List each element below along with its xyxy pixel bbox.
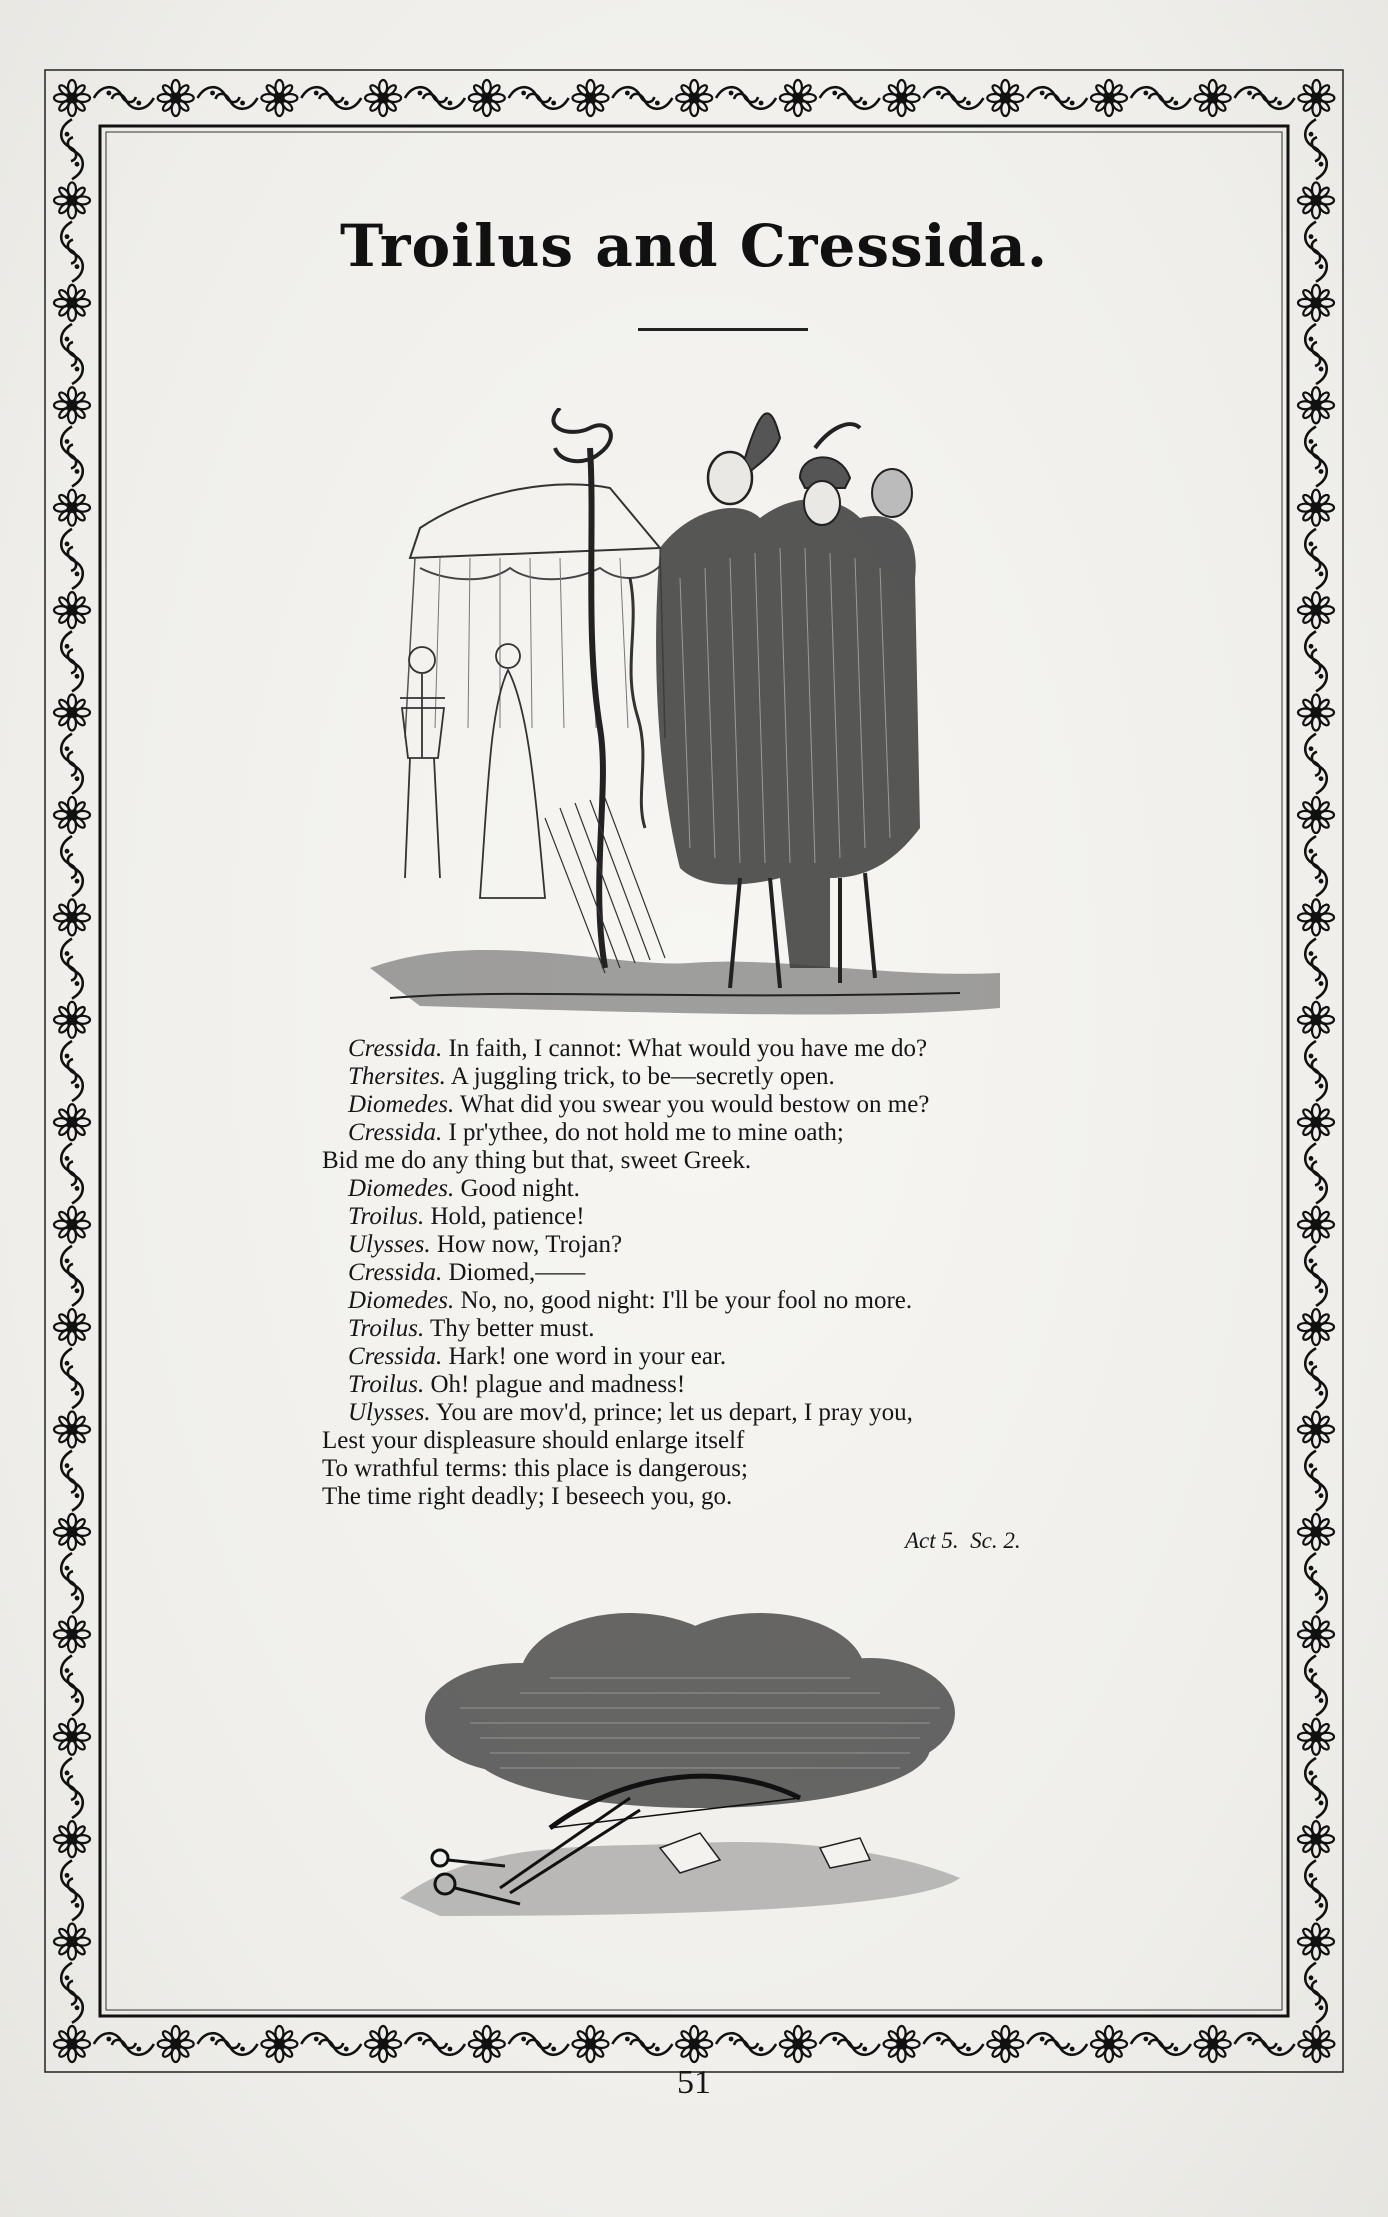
- act-label: Act 5.: [905, 1528, 959, 1553]
- rosette-ornament: [1298, 2026, 1334, 2062]
- scroll-ornament: [716, 2033, 776, 2055]
- scroll-ornament: [61, 836, 83, 896]
- scroll-ornament: [1305, 1246, 1327, 1306]
- rosette-ornament: [1091, 80, 1127, 116]
- verse-line: Ulysses. You are mov'd, prince; let us depart, I pray you,: [348, 1399, 913, 1426]
- scroll-ornament: [1305, 529, 1327, 589]
- verse-line: To wrathful terms: this place is dangerous;: [322, 1455, 748, 1482]
- scroll-ornament: [923, 87, 983, 109]
- scroll-ornament: [94, 2033, 154, 2055]
- scroll-ornament: [1027, 87, 1087, 109]
- rosette-ornament: [54, 1104, 90, 1140]
- scroll-ornament: [612, 87, 672, 109]
- verse-line: Diomedes. No, no, good night: I'll be your fool no more.: [348, 1287, 913, 1314]
- rosette-ornament: [780, 2026, 816, 2062]
- verse-line: Cressida. Diomed,——: [348, 1259, 586, 1286]
- verse-line: Troilus. Hold, patience!: [348, 1203, 585, 1230]
- scene-label: Sc. 2.: [970, 1528, 1021, 1553]
- rosette-ornament: [469, 2026, 505, 2062]
- scroll-ornament: [61, 1041, 83, 1101]
- scroll-ornament: [1305, 426, 1327, 486]
- scroll-ornament: [1305, 1758, 1327, 1818]
- rosette-ornament: [54, 1309, 90, 1345]
- scroll-ornament: [61, 426, 83, 486]
- scroll-ornament: [1305, 1963, 1327, 2023]
- scroll-ornament: [301, 2033, 361, 2055]
- scroll-ornament: [1305, 1041, 1327, 1101]
- rosette-ornament: [469, 80, 505, 116]
- scroll-ornament: [61, 1451, 83, 1511]
- scroll-ornament: [61, 1553, 83, 1613]
- scroll-ornament: [1305, 1143, 1327, 1203]
- page-number: 51: [677, 2064, 711, 2101]
- scroll-ornament: [1305, 1553, 1327, 1613]
- scroll-ornament: [612, 2033, 672, 2055]
- scroll-ornament: [1027, 2033, 1087, 2055]
- scroll-ornament: [1235, 87, 1295, 109]
- scroll-ornament: [301, 87, 361, 109]
- rosette-ornament: [1298, 1616, 1334, 1652]
- act-scene-citation: [905, 1528, 1021, 1554]
- scroll-ornament: [61, 529, 83, 589]
- rosette-ornament: [54, 1719, 90, 1755]
- rosette-ornament: [1298, 592, 1334, 628]
- rosette-ornament: [54, 1002, 90, 1038]
- scroll-ornament: [1305, 1860, 1327, 1920]
- page-title: Troilus and Cressida.: [339, 212, 1049, 280]
- rosette-ornament: [1298, 1514, 1334, 1550]
- tailpiece-engraving: [400, 1598, 1000, 1928]
- rosette-ornament: [1298, 490, 1334, 526]
- rosette-ornament: [54, 1924, 90, 1960]
- scroll-ornament: [61, 1348, 83, 1408]
- scroll-ornament: [198, 87, 258, 109]
- rosette-ornament: [1298, 1821, 1334, 1857]
- rosette-ornament: [261, 2026, 297, 2062]
- rosette-ornament: [1298, 1207, 1334, 1243]
- rosette-ornament: [1298, 1411, 1334, 1447]
- verse-line: Thersites. A juggling trick, to be—secretly open.: [348, 1063, 835, 1090]
- scroll-ornament: [1305, 119, 1327, 179]
- rosette-ornament: [365, 80, 401, 116]
- scroll-ornament: [509, 2033, 569, 2055]
- scroll-ornament: [1305, 631, 1327, 691]
- rosette-ornament: [573, 80, 609, 116]
- rosette-ornament: [884, 2026, 920, 2062]
- scroll-ornament: [1305, 324, 1327, 384]
- rosette-ornament: [261, 80, 297, 116]
- verse-line: The time right deadly; I beseech you, go.: [322, 1483, 733, 1510]
- rosette-ornament: [1298, 1924, 1334, 1960]
- rosette-ornament: [54, 899, 90, 935]
- verse-line: Cressida. Hark! one word in your ear.: [348, 1343, 727, 1370]
- rosette-ornament: [1298, 1309, 1334, 1345]
- rosette-ornament: [158, 80, 194, 116]
- scroll-ornament: [1305, 1348, 1327, 1408]
- scroll-ornament: [61, 734, 83, 794]
- scroll-ornament: [820, 87, 880, 109]
- scroll-ornament: [1305, 734, 1327, 794]
- rosette-ornament: [54, 1821, 90, 1857]
- rosette-ornament: [676, 2026, 712, 2062]
- rosette-ornament: [54, 80, 90, 116]
- scroll-ornament: [61, 119, 83, 179]
- camp-scene-engraving: [360, 408, 1020, 1028]
- rosette-ornament: [1298, 797, 1334, 833]
- scroll-ornament: [1305, 1451, 1327, 1511]
- scroll-ornament: [61, 1963, 83, 2023]
- rosette-ornament: [54, 695, 90, 731]
- rosette-ornament: [676, 80, 712, 116]
- scroll-ornament: [405, 2033, 465, 2055]
- rosette-ornament: [54, 387, 90, 423]
- rosette-ornament: [54, 1411, 90, 1447]
- rosette-ornament: [1298, 1719, 1334, 1755]
- title-rule: [638, 328, 808, 331]
- verse-line: Cressida. In faith, I cannot: What would you have me do?: [348, 1035, 928, 1062]
- rosette-ornament: [365, 2026, 401, 2062]
- scroll-ornament: [1305, 939, 1327, 999]
- rosette-ornament: [54, 490, 90, 526]
- rosette-ornament: [54, 592, 90, 628]
- verse-line: Diomedes. What did you swear you would bestow on me?: [348, 1091, 930, 1118]
- scroll-ornament: [94, 87, 154, 109]
- scroll-ornament: [1131, 87, 1191, 109]
- scroll-ornament: [1305, 836, 1327, 896]
- scroll-ornament: [509, 87, 569, 109]
- rosette-ornament: [1298, 1002, 1334, 1038]
- scroll-ornament: [1305, 1656, 1327, 1716]
- scroll-ornament: [61, 324, 83, 384]
- rosette-ornament: [1195, 80, 1231, 116]
- scroll-ornament: [1131, 2033, 1191, 2055]
- rosette-ornament: [54, 285, 90, 321]
- rosette-ornament: [54, 1207, 90, 1243]
- rosette-ornament: [780, 80, 816, 116]
- scroll-ornament: [1235, 2033, 1295, 2055]
- scroll-ornament: [405, 87, 465, 109]
- rosette-ornament: [1298, 285, 1334, 321]
- verse-line: Cressida. I pr'ythee, do not hold me to mine oath;: [348, 1119, 844, 1146]
- rosette-ornament: [54, 2026, 90, 2062]
- verse-line: Troilus. Thy better must.: [348, 1315, 595, 1342]
- verse-line: Diomedes. Good night.: [348, 1175, 580, 1202]
- rosette-ornament: [1298, 899, 1334, 935]
- rosette-ornament: [158, 2026, 194, 2062]
- rosette-ornament: [1298, 1104, 1334, 1140]
- verse-line: Bid me do any thing but that, sweet Greek.: [322, 1147, 752, 1174]
- verse-line: Lest your displeasure should enlarge itself: [322, 1427, 745, 1454]
- rosette-ornament: [1298, 387, 1334, 423]
- scroll-ornament: [716, 87, 776, 109]
- scroll-ornament: [61, 1246, 83, 1306]
- scroll-ornament: [61, 1860, 83, 1920]
- scroll-ornament: [61, 939, 83, 999]
- scroll-ornament: [61, 631, 83, 691]
- rosette-ornament: [573, 2026, 609, 2062]
- scroll-ornament: [61, 1143, 83, 1203]
- rosette-ornament: [54, 797, 90, 833]
- verse-line: Troilus. Oh! plague and madness!: [348, 1371, 686, 1398]
- rosette-ornament: [54, 1514, 90, 1550]
- rosette-ornament: [1298, 80, 1334, 116]
- verse-line: Ulysses. How now, Trojan?: [348, 1231, 623, 1258]
- rosette-ornament: [54, 1616, 90, 1652]
- scroll-ornament: [820, 2033, 880, 2055]
- rosette-ornament: [884, 80, 920, 116]
- rosette-ornament: [1091, 2026, 1127, 2062]
- rosette-ornament: [1195, 2026, 1231, 2062]
- scroll-ornament: [198, 2033, 258, 2055]
- scroll-ornament: [61, 1656, 83, 1716]
- scroll-ornament: [61, 1758, 83, 1818]
- rosette-ornament: [987, 80, 1023, 116]
- scroll-ornament: [923, 2033, 983, 2055]
- rosette-ornament: [987, 2026, 1023, 2062]
- rosette-ornament: [1298, 695, 1334, 731]
